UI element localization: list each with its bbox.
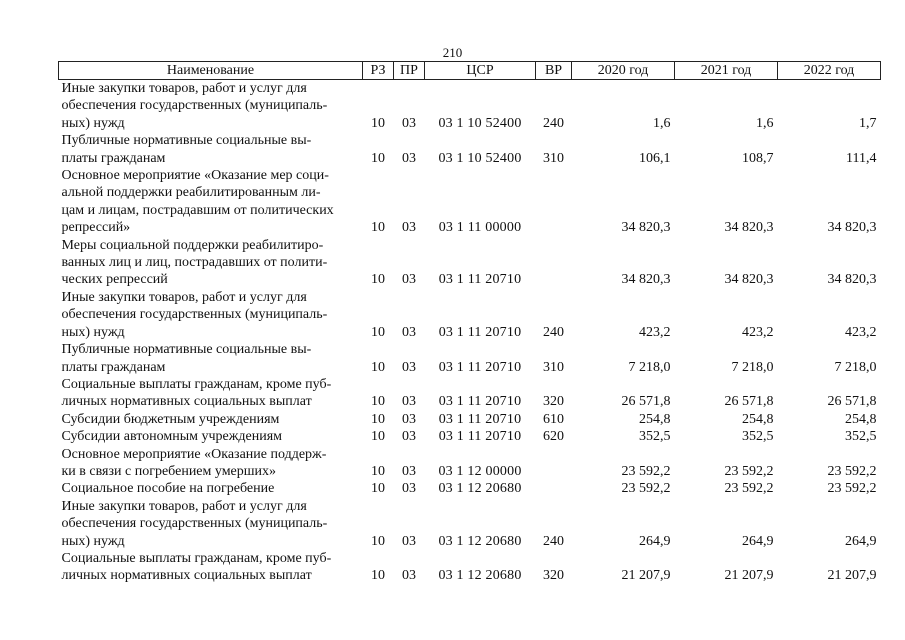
row-vr <box>536 237 572 289</box>
row-name <box>59 80 363 133</box>
row-name-line: личных нормативных социальных выплат <box>61 394 312 410</box>
row-name <box>59 480 363 497</box>
row-csr: 03 1 10 52400 <box>438 150 522 166</box>
row-value-2021: 23 592,2 <box>724 481 774 497</box>
row-name <box>59 550 363 585</box>
row-name <box>59 341 363 376</box>
row-value-2020: 106,1 <box>639 150 671 166</box>
row-value-2021: 21 207,9 <box>724 568 774 584</box>
table-row <box>59 446 881 481</box>
row-value-2022: 23 592,2 <box>827 481 877 497</box>
row-value-2021: 423,2 <box>742 324 774 340</box>
table-row <box>59 289 881 341</box>
row-value-2022: 26 571,8 <box>827 394 877 410</box>
table-row <box>59 80 881 133</box>
row-csr: 03 1 11 20710 <box>438 394 522 410</box>
header-rz: РЗ <box>363 62 394 80</box>
header-pr: ПР <box>394 62 425 80</box>
row-name-line: Иные закупки товаров, работ и услуг для <box>61 289 307 305</box>
row-vr: 240 <box>543 324 564 340</box>
row-vr <box>536 480 572 497</box>
row-name <box>59 446 363 481</box>
row-value-2022: 423,2 <box>845 324 877 340</box>
row-value-2020: 23 592,2 <box>621 463 671 479</box>
row-rz: 10 <box>371 429 385 445</box>
row-value-2022: 23 592,2 <box>827 463 877 479</box>
row-csr: 03 1 12 20680 <box>438 533 522 549</box>
row-value-2020: 23 592,2 <box>621 481 671 497</box>
row-value-2020: 34 820,3 <box>621 272 671 288</box>
row-name <box>59 428 363 445</box>
row-vr: 610 <box>543 411 564 427</box>
table-row <box>59 132 881 167</box>
row-name-line: ки в связи с погребением умерших» <box>61 463 277 479</box>
row-name <box>59 167 363 237</box>
row-pr: 03 <box>402 411 416 427</box>
row-vr: 310 <box>543 359 564 375</box>
row-value-2021: 26 571,8 <box>724 394 774 410</box>
row-pr: 03 <box>402 463 416 479</box>
row-name-line: ных) нужд <box>61 533 125 549</box>
table-header <box>59 62 881 80</box>
row-pr: 03 <box>402 533 416 549</box>
table-row <box>59 480 881 497</box>
row-name-line: обеспечения государственных (муниципаль- <box>61 516 328 532</box>
row-name-line: Публичные нормативные социальные вы- <box>61 133 312 149</box>
table-row <box>59 237 881 289</box>
row-csr: 03 1 12 00000 <box>438 463 522 479</box>
row-name <box>59 498 363 550</box>
header-row <box>59 62 881 80</box>
header-year-2021: 2021 год <box>675 62 778 80</box>
row-value-2022: 7 218,0 <box>834 359 877 375</box>
table-row <box>59 376 881 411</box>
table-row <box>59 341 881 376</box>
row-pr: 03 <box>402 324 416 340</box>
row-pr: 03 <box>402 150 416 166</box>
row-value-2022: 34 820,3 <box>827 220 877 236</box>
row-name-line: Социальное пособие на погребение <box>61 481 275 497</box>
row-csr: 03 1 12 20680 <box>438 481 522 497</box>
row-csr: 03 1 11 00000 <box>438 220 522 236</box>
row-name-line: обеспечения государственных (муниципаль- <box>61 98 328 114</box>
row-rz: 10 <box>371 533 385 549</box>
row-value-2020: 423,2 <box>639 324 671 340</box>
row-rz: 10 <box>371 481 385 497</box>
row-name-line: Меры социальной поддержки реабилитиро- <box>61 237 324 253</box>
row-vr: 320 <box>543 568 564 584</box>
row-value-2020: 21 207,9 <box>621 568 671 584</box>
row-name-line: ческих репрессий <box>61 272 168 288</box>
row-name-line: ных) нужд <box>61 115 125 131</box>
row-pr: 03 <box>402 394 416 410</box>
row-rz: 10 <box>371 150 385 166</box>
table-row <box>59 428 881 445</box>
row-csr: 03 1 11 20710 <box>438 272 522 288</box>
row-rz: 10 <box>371 220 385 236</box>
row-name <box>59 132 363 167</box>
row-csr: 03 1 11 20710 <box>438 324 522 340</box>
row-name <box>59 289 363 341</box>
row-value-2022: 34 820,3 <box>827 272 877 288</box>
row-value-2020: 254,8 <box>639 411 671 427</box>
row-value-2021: 254,8 <box>742 411 774 427</box>
row-value-2022: 352,5 <box>845 429 877 445</box>
row-name-line: платы гражданам <box>61 359 166 375</box>
row-name-line: личных нормативных социальных выплат <box>61 568 312 584</box>
table-row <box>59 550 881 585</box>
table-row <box>59 498 881 550</box>
row-name <box>59 411 363 428</box>
row-vr: 320 <box>543 394 564 410</box>
row-csr: 03 1 10 52400 <box>438 115 522 131</box>
row-value-2020: 7 218,0 <box>628 359 671 375</box>
row-value-2020: 1,6 <box>653 115 671 131</box>
row-name-line: Основное мероприятие «Оказание мер соци- <box>61 168 329 184</box>
row-name-line: Основное мероприятие «Оказание поддерж- <box>61 446 327 462</box>
budget-table <box>58 61 881 585</box>
row-name-line: Социальные выплаты гражданам, кроме пуб- <box>61 550 332 566</box>
row-vr: 620 <box>543 429 564 445</box>
row-csr: 03 1 11 20710 <box>438 411 522 427</box>
row-value-2022: 264,9 <box>845 533 877 549</box>
row-name-line: альной поддержки реабилитированным ли- <box>61 185 321 201</box>
row-value-2021: 264,9 <box>742 533 774 549</box>
row-pr: 03 <box>402 568 416 584</box>
row-csr: 03 1 12 20680 <box>438 568 522 584</box>
row-rz: 10 <box>371 272 385 288</box>
row-value-2021: 34 820,3 <box>724 272 774 288</box>
table-body <box>59 80 881 585</box>
row-name-line: ванных лиц и лиц, пострадавших от полити- <box>61 255 328 271</box>
row-value-2022: 1,7 <box>859 115 877 131</box>
row-name <box>59 237 363 289</box>
row-pr: 03 <box>402 481 416 497</box>
row-vr: 240 <box>543 115 564 131</box>
row-value-2022: 21 207,9 <box>827 568 877 584</box>
row-rz: 10 <box>371 115 385 131</box>
row-name-line: Иные закупки товаров, работ и услуг для <box>61 81 307 96</box>
row-csr: 03 1 11 20710 <box>438 359 522 375</box>
row-value-2021: 1,6 <box>756 115 774 131</box>
row-pr: 03 <box>402 220 416 236</box>
row-name-line: ных) нужд <box>61 324 125 340</box>
row-value-2020: 352,5 <box>639 429 671 445</box>
row-value-2021: 34 820,3 <box>724 220 774 236</box>
row-name-line: платы гражданам <box>61 150 166 166</box>
row-rz: 10 <box>371 463 385 479</box>
row-rz: 10 <box>371 394 385 410</box>
table-row <box>59 411 881 428</box>
row-value-2022: 111,4 <box>846 150 877 166</box>
row-value-2021: 7 218,0 <box>731 359 774 375</box>
header-year-2022: 2022 год <box>778 62 881 80</box>
row-name-line: обеспечения государственных (муниципаль- <box>61 307 328 323</box>
row-pr: 03 <box>402 429 416 445</box>
table-row <box>59 167 881 237</box>
row-pr: 03 <box>402 272 416 288</box>
row-name-line: Публичные нормативные социальные вы- <box>61 342 312 358</box>
row-name-line: Социальные выплаты гражданам, кроме пуб- <box>61 376 332 392</box>
row-rz: 10 <box>371 359 385 375</box>
page-number: 210 <box>442 45 463 60</box>
row-value-2020: 26 571,8 <box>621 394 671 410</box>
row-rz: 10 <box>371 324 385 340</box>
header-csr: ЦСР <box>425 62 536 80</box>
row-value-2020: 34 820,3 <box>621 220 671 236</box>
row-rz: 10 <box>371 568 385 584</box>
header-year-2020: 2020 год <box>572 62 675 80</box>
row-name <box>59 376 363 411</box>
row-name-line: Иные закупки товаров, работ и услуг для <box>61 498 307 514</box>
row-name-line: Субсидии бюджетным учреждениям <box>61 411 280 427</box>
row-rz: 10 <box>371 411 385 427</box>
row-name-line: репрессий» <box>61 220 131 236</box>
row-vr <box>536 167 572 237</box>
row-value-2022: 254,8 <box>845 411 877 427</box>
row-value-2021: 108,7 <box>742 150 774 166</box>
row-value-2020: 264,9 <box>639 533 671 549</box>
header-vr: ВР <box>536 62 572 80</box>
row-value-2021: 352,5 <box>742 429 774 445</box>
row-vr: 240 <box>543 533 564 549</box>
row-name-line: цам и лицам, пострадавшим от политических <box>61 202 334 218</box>
row-pr: 03 <box>402 359 416 375</box>
row-vr <box>536 446 572 481</box>
row-name-line: Субсидии автономным учреждениям <box>61 429 283 445</box>
row-value-2021: 23 592,2 <box>724 463 774 479</box>
header-name: Наименование <box>59 62 363 80</box>
row-vr: 310 <box>543 150 564 166</box>
row-pr: 03 <box>402 115 416 131</box>
row-csr: 03 1 11 20710 <box>438 429 522 445</box>
